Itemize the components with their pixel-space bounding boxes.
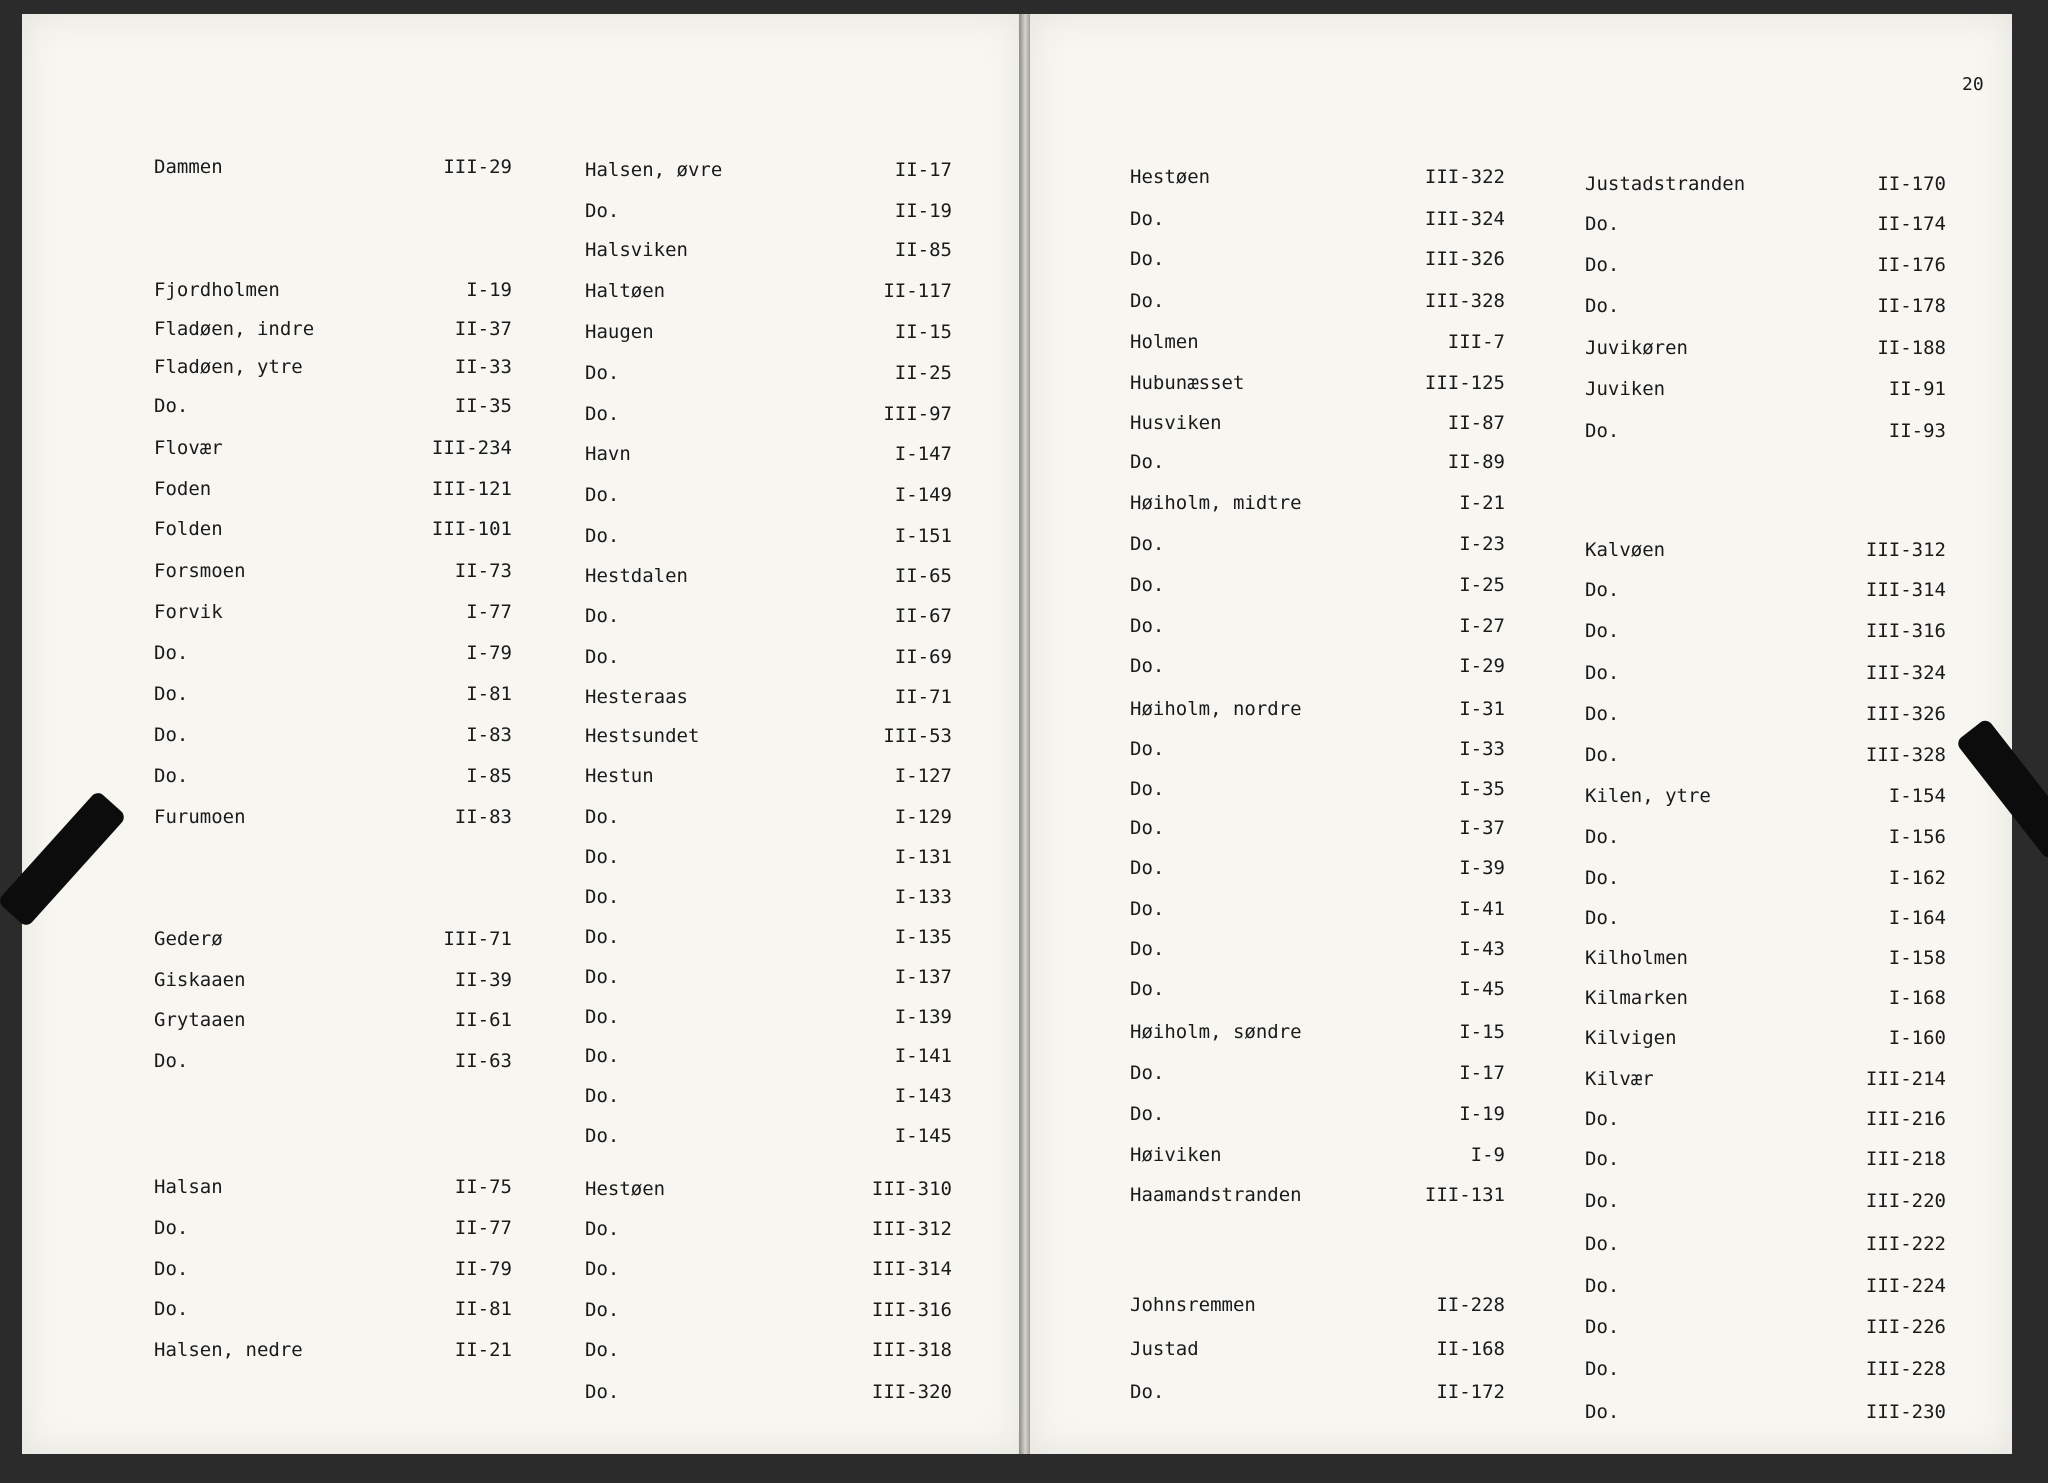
- reference-code: III-97: [883, 403, 952, 425]
- place-name: Halsen, nedre: [154, 1339, 303, 1361]
- reference-code: II-69: [894, 646, 952, 668]
- place-name: Juvikøren: [1585, 337, 1688, 359]
- reference-code: I-45: [1459, 978, 1505, 1000]
- place-name: Do.: [154, 683, 189, 705]
- place-name: Havn: [585, 443, 631, 465]
- place-name: Do.: [154, 1050, 189, 1072]
- reference-code: III-326: [1424, 248, 1505, 270]
- reference-code: II-71: [894, 686, 952, 708]
- place-name: Do.: [585, 1339, 620, 1361]
- place-name: Høiviken: [1130, 1144, 1222, 1166]
- place-name: Do.: [585, 484, 620, 506]
- reference-code: III-29: [443, 156, 512, 178]
- place-name: Haltøen: [585, 280, 666, 302]
- reference-code: I-141: [894, 1045, 952, 1067]
- place-name: Do.: [1585, 703, 1620, 725]
- place-name: Hestdalen: [585, 565, 688, 587]
- reference-code: III-222: [1865, 1233, 1946, 1255]
- reference-code: II-73: [454, 560, 512, 582]
- reference-code: III-310: [871, 1178, 952, 1200]
- place-name: Do.: [1585, 213, 1620, 235]
- reference-code: I-147: [894, 443, 952, 465]
- right-page: [1030, 14, 2012, 1454]
- reference-code: I-133: [894, 886, 952, 908]
- reference-code: II-65: [894, 565, 952, 587]
- place-name: Do.: [154, 1258, 189, 1280]
- place-name: Høiholm, nordre: [1130, 698, 1302, 720]
- reference-code: II-174: [1877, 213, 1946, 235]
- place-name: Do.: [1585, 1190, 1620, 1212]
- place-name: Do.: [1585, 254, 1620, 276]
- reference-code: I-15: [1459, 1021, 1505, 1043]
- place-name: Do.: [154, 395, 189, 417]
- reference-code: II-35: [454, 395, 512, 417]
- reference-code: II-168: [1436, 1338, 1505, 1360]
- place-name: Hesteraas: [585, 686, 688, 708]
- reference-code: I-168: [1888, 987, 1946, 1009]
- reference-code: I-149: [894, 484, 952, 506]
- reference-code: III-216: [1865, 1108, 1946, 1130]
- reference-code: I-21: [1459, 492, 1505, 514]
- reference-code: I-139: [894, 1006, 952, 1028]
- reference-code: I-19: [1459, 1103, 1505, 1125]
- place-name: Do.: [585, 886, 620, 908]
- reference-code: I-25: [1459, 574, 1505, 596]
- place-name: Foden: [154, 478, 212, 500]
- place-name: Dammen: [154, 156, 223, 178]
- reference-code: II-33: [454, 356, 512, 378]
- place-name: Do.: [1130, 208, 1165, 230]
- place-name: Do.: [585, 525, 620, 547]
- place-name: Do.: [1130, 574, 1165, 596]
- reference-code: I-162: [1888, 867, 1946, 889]
- place-name: Do.: [1585, 420, 1620, 442]
- reference-code: II-89: [1447, 451, 1505, 473]
- reference-code: III-230: [1865, 1401, 1946, 1423]
- place-name: Do.: [1585, 1358, 1620, 1380]
- place-name: Do.: [585, 1085, 620, 1107]
- reference-code: III-316: [1865, 620, 1946, 642]
- reference-code: III-220: [1865, 1190, 1946, 1212]
- place-name: Halsen, øvre: [585, 159, 723, 181]
- place-name: Høiholm, midtre: [1130, 492, 1302, 514]
- place-name: Do.: [1585, 867, 1620, 889]
- reference-code: II-17: [894, 159, 952, 181]
- reference-code: III-312: [871, 1218, 952, 1240]
- reference-code: II-176: [1877, 254, 1946, 276]
- place-name: Høiholm, søndre: [1130, 1021, 1302, 1043]
- reference-code: I-129: [894, 806, 952, 828]
- place-name: Haamandstranden: [1130, 1184, 1302, 1206]
- place-name: Do.: [585, 362, 620, 384]
- reference-code: III-324: [1424, 208, 1505, 230]
- reference-code: III-101: [431, 518, 512, 540]
- reference-code: I-31: [1459, 698, 1505, 720]
- place-name: Do.: [585, 1125, 620, 1147]
- place-name: Do.: [585, 1258, 620, 1280]
- reference-code: II-67: [894, 605, 952, 627]
- place-name: Do.: [585, 1218, 620, 1240]
- place-name: Do.: [585, 1381, 620, 1403]
- reference-code: I-83: [466, 724, 512, 746]
- place-name: Do.: [1585, 907, 1620, 929]
- place-name: Do.: [585, 966, 620, 988]
- place-name: Grytaaen: [154, 1009, 246, 1031]
- place-name: Haugen: [585, 321, 654, 343]
- place-name: Do.: [1585, 620, 1620, 642]
- reference-code: II-170: [1877, 173, 1946, 195]
- place-name: Kilmarken: [1585, 987, 1688, 1009]
- place-name: Do.: [1130, 817, 1165, 839]
- reference-code: I-77: [466, 601, 512, 623]
- reference-code: II-178: [1877, 295, 1946, 317]
- reference-code: II-75: [454, 1176, 512, 1198]
- reference-code: I-145: [894, 1125, 952, 1147]
- reference-code: III-322: [1424, 166, 1505, 188]
- place-name: Do.: [1585, 826, 1620, 848]
- reference-code: III-234: [431, 437, 512, 459]
- reference-code: I-85: [466, 765, 512, 787]
- place-name: Forsmoen: [154, 560, 246, 582]
- reference-code: III-326: [1865, 703, 1946, 725]
- reference-code: III-218: [1865, 1148, 1946, 1170]
- reference-code: II-87: [1447, 412, 1505, 434]
- place-name: Forvik: [154, 601, 223, 623]
- reference-code: III-312: [1865, 539, 1946, 561]
- place-name: Kilholmen: [1585, 947, 1688, 969]
- place-name: Justadstranden: [1585, 173, 1746, 195]
- reference-code: III-224: [1865, 1275, 1946, 1297]
- place-name: Do.: [154, 1217, 189, 1239]
- reference-code: II-228: [1436, 1294, 1505, 1316]
- reference-code: II-15: [894, 321, 952, 343]
- place-name: Husviken: [1130, 412, 1222, 434]
- reference-code: I-154: [1888, 785, 1946, 807]
- place-name: Do.: [154, 642, 189, 664]
- reference-code: III-316: [871, 1299, 952, 1321]
- reference-code: III-71: [443, 928, 512, 950]
- place-name: Halsan: [154, 1176, 223, 1198]
- place-name: Do.: [585, 926, 620, 948]
- place-name: Do.: [1585, 295, 1620, 317]
- reference-code: III-328: [1424, 290, 1505, 312]
- place-name: Do.: [1585, 1316, 1620, 1338]
- place-name: Do.: [585, 1299, 620, 1321]
- place-name: Do.: [1130, 1103, 1165, 1125]
- place-name: Do.: [1130, 978, 1165, 1000]
- reference-code: I-164: [1888, 907, 1946, 929]
- place-name: Do.: [1130, 533, 1165, 555]
- reference-code: III-328: [1865, 744, 1946, 766]
- place-name: Do.: [1585, 1148, 1620, 1170]
- reference-code: III-125: [1424, 372, 1505, 394]
- place-name: Do.: [1130, 938, 1165, 960]
- book-spread: [22, 14, 2012, 1454]
- reference-code: I-81: [466, 683, 512, 705]
- place-name: Do.: [154, 1298, 189, 1320]
- reference-code: I-131: [894, 846, 952, 868]
- reference-code: III-7: [1447, 331, 1505, 353]
- reference-code: I-158: [1888, 947, 1946, 969]
- reference-code: I-143: [894, 1085, 952, 1107]
- reference-code: III-314: [871, 1258, 952, 1280]
- place-name: Do.: [1130, 290, 1165, 312]
- reference-code: I-135: [894, 926, 952, 948]
- place-name: Fladøen, indre: [154, 318, 315, 340]
- place-name: Do.: [1585, 579, 1620, 601]
- reference-code: I-33: [1459, 738, 1505, 760]
- reference-code: I-156: [1888, 826, 1946, 848]
- reference-code: I-43: [1459, 938, 1505, 960]
- reference-code: II-117: [883, 280, 952, 302]
- reference-code: II-21: [454, 1339, 512, 1361]
- reference-code: III-214: [1865, 1068, 1946, 1090]
- reference-code: II-19: [894, 200, 952, 222]
- place-name: Do.: [585, 403, 620, 425]
- place-name: Johnsremmen: [1130, 1294, 1256, 1316]
- place-name: Kilvigen: [1585, 1027, 1677, 1049]
- place-name: Do.: [1585, 1108, 1620, 1130]
- place-name: Do.: [1585, 1275, 1620, 1297]
- place-name: Do.: [1130, 1381, 1165, 1403]
- place-name: Do.: [1130, 248, 1165, 270]
- place-name: Hestøen: [585, 1178, 666, 1200]
- place-name: Do.: [1130, 738, 1165, 760]
- reference-code: II-91: [1888, 378, 1946, 400]
- place-name: Do.: [1130, 1062, 1165, 1084]
- place-name: Kilen, ytre: [1585, 785, 1711, 807]
- place-name: Do.: [1130, 655, 1165, 677]
- place-name: Fjordholmen: [154, 279, 280, 301]
- reference-code: II-172: [1436, 1381, 1505, 1403]
- place-name: Juviken: [1585, 378, 1666, 400]
- place-name: Hubunæsset: [1130, 372, 1245, 394]
- place-name: Do.: [585, 646, 620, 668]
- place-name: Hestun: [585, 765, 654, 787]
- reference-code: I-137: [894, 966, 952, 988]
- reference-code: II-85: [894, 239, 952, 261]
- reference-code: II-39: [454, 969, 512, 991]
- place-name: Do.: [1130, 778, 1165, 800]
- place-name: Hestøen: [1130, 166, 1211, 188]
- reference-code: II-93: [1888, 420, 1946, 442]
- place-name: Do.: [1585, 1233, 1620, 1255]
- place-name: Do.: [585, 1045, 620, 1067]
- reference-code: II-61: [454, 1009, 512, 1031]
- place-name: Furumoen: [154, 806, 246, 828]
- place-name: Do.: [1130, 615, 1165, 637]
- place-name: Do.: [585, 846, 620, 868]
- reference-code: III-324: [1865, 662, 1946, 684]
- place-name: Fladøen, ytre: [154, 356, 303, 378]
- reference-code: III-320: [871, 1381, 952, 1403]
- reference-code: I-17: [1459, 1062, 1505, 1084]
- place-name: Do.: [1585, 744, 1620, 766]
- reference-code: III-318: [871, 1339, 952, 1361]
- reference-code: I-29: [1459, 655, 1505, 677]
- place-name: Do.: [1585, 1401, 1620, 1423]
- reference-code: III-121: [431, 478, 512, 500]
- place-name: Kalvøen: [1585, 539, 1666, 561]
- place-name: Do.: [1130, 451, 1165, 473]
- place-name: Do.: [154, 724, 189, 746]
- reference-code: II-83: [454, 806, 512, 828]
- place-name: Holmen: [1130, 331, 1199, 353]
- reference-code: I-23: [1459, 533, 1505, 555]
- reference-code: II-25: [894, 362, 952, 384]
- place-name: Do.: [1585, 662, 1620, 684]
- reference-code: II-81: [454, 1298, 512, 1320]
- reference-code: I-37: [1459, 817, 1505, 839]
- place-name: Hestsundet: [585, 725, 700, 747]
- reference-code: II-37: [454, 318, 512, 340]
- reference-code: I-41: [1459, 898, 1505, 920]
- place-name: Do.: [1130, 898, 1165, 920]
- reference-code: II-188: [1877, 337, 1946, 359]
- reference-code: III-53: [883, 725, 952, 747]
- reference-code: II-77: [454, 1217, 512, 1239]
- reference-code: I-19: [466, 279, 512, 301]
- reference-code: III-226: [1865, 1316, 1946, 1338]
- place-name: Do.: [585, 200, 620, 222]
- reference-code: II-63: [454, 1050, 512, 1072]
- reference-code: I-9: [1470, 1144, 1505, 1166]
- place-name: Halsviken: [585, 239, 688, 261]
- place-name: Justad: [1130, 1338, 1199, 1360]
- page-number: 20: [1962, 74, 1984, 95]
- reference-code: I-127: [894, 765, 952, 787]
- reference-code: I-151: [894, 525, 952, 547]
- place-name: Giskaaen: [154, 969, 246, 991]
- place-name: Do.: [154, 765, 189, 787]
- reference-code: III-228: [1865, 1358, 1946, 1380]
- reference-code: I-27: [1459, 615, 1505, 637]
- place-name: Folden: [154, 518, 223, 540]
- reference-code: I-39: [1459, 857, 1505, 879]
- place-name: Do.: [1130, 857, 1165, 879]
- place-name: Do.: [585, 605, 620, 627]
- place-name: Do.: [585, 806, 620, 828]
- reference-code: III-131: [1424, 1184, 1505, 1206]
- place-name: Flovær: [154, 437, 223, 459]
- reference-code: I-35: [1459, 778, 1505, 800]
- place-name: Gederø: [154, 928, 223, 950]
- place-name: Kilvær: [1585, 1068, 1654, 1090]
- place-name: Do.: [585, 1006, 620, 1028]
- reference-code: II-79: [454, 1258, 512, 1280]
- reference-code: III-314: [1865, 579, 1946, 601]
- reference-code: I-160: [1888, 1027, 1946, 1049]
- reference-code: I-79: [466, 642, 512, 664]
